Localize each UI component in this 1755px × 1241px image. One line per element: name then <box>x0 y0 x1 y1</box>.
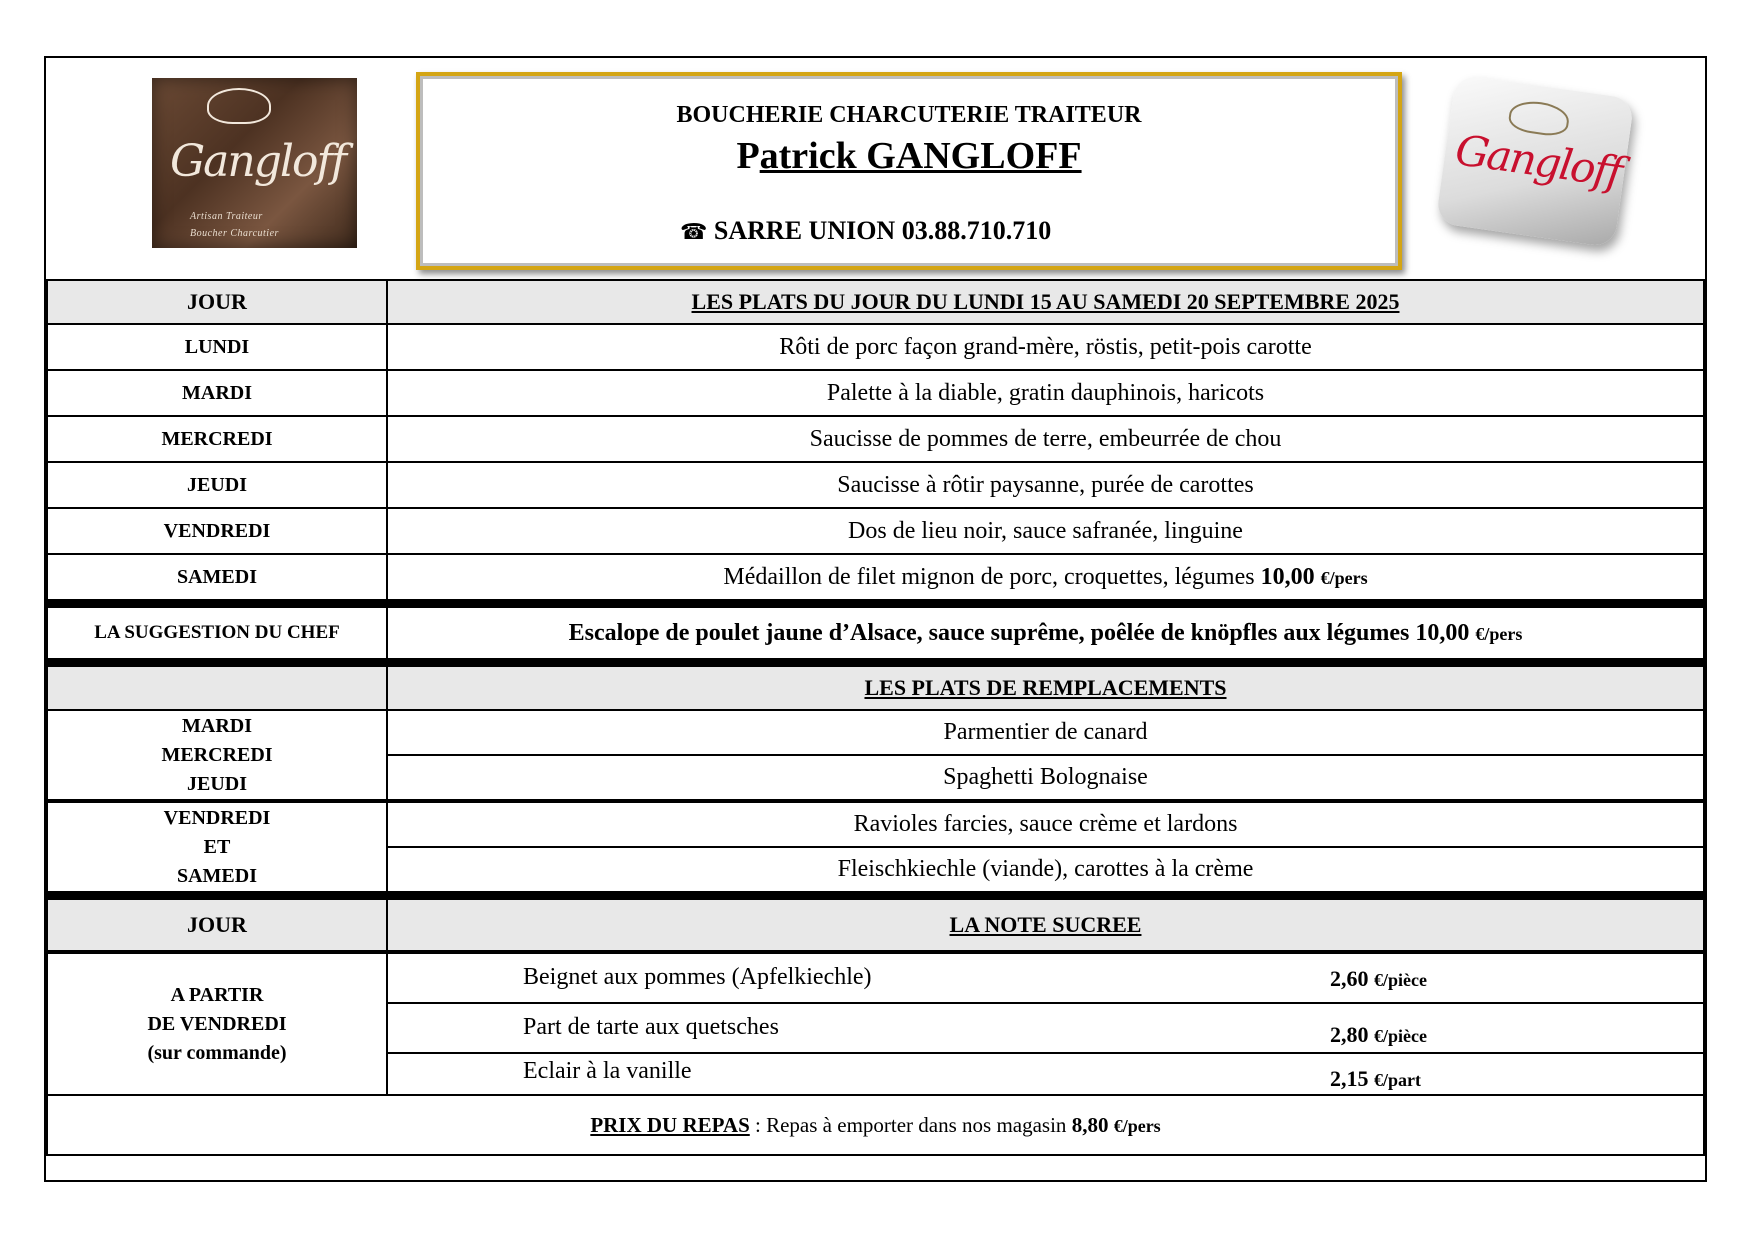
dish: Saucisse de pommes de terre, embeurrée de chou <box>387 416 1704 462</box>
suggestion-dish <box>387 604 1704 663</box>
owner-initial: P <box>736 135 760 177</box>
dish <box>387 554 1704 604</box>
logo-right-script: Gangloff <box>1452 125 1624 197</box>
business-type: BOUCHERIE CHARCUTERIE TRAITEUR <box>676 102 1142 128</box>
table-row <box>47 370 1704 416</box>
sweet-price <box>1330 1066 1421 1092</box>
list-item <box>388 954 1703 1004</box>
table-row <box>47 554 1704 604</box>
chef-hat-icon <box>207 88 271 124</box>
day-label: MERCREDI <box>161 743 273 766</box>
list-item <box>388 1004 1703 1054</box>
price-unit: €/part <box>1374 1070 1421 1090</box>
table-row <box>47 416 1704 462</box>
week-title-text: LES PLATS DU JOUR DU LUNDI 15 AU SAMEDI 20 SEPTEMBRE 2025 <box>691 289 1400 314</box>
week-title <box>387 280 1704 324</box>
title-box <box>416 72 1402 270</box>
replacement-dishes <box>387 710 1704 801</box>
sweet-items <box>387 952 1704 1095</box>
price-unit: €/pièce <box>1374 970 1427 990</box>
phone-icon: ☎ <box>680 220 708 245</box>
sweet-title <box>387 896 1704 953</box>
day-label: LUNDI <box>47 324 387 370</box>
logo-left-sub2: Boucher Charcutier <box>190 228 279 239</box>
sweet-group <box>47 952 1704 1095</box>
suggestion-text: Escalope de poulet jaune d’Alsace, sauce suprême, poêlée de knöpfles aux légumes 10,00 <box>568 619 1476 646</box>
dish: Palette à la diable, gratin dauphinois, haricots <box>387 370 1704 416</box>
day-label: SAMEDI <box>176 864 257 887</box>
suggestion-row <box>47 604 1704 663</box>
replacement-title <box>387 663 1704 711</box>
day-label: MARDI <box>47 370 387 416</box>
owner-rest: atrick GANGLOFF <box>759 135 1082 177</box>
day-label: MERCREDI <box>47 416 387 462</box>
logo-left-script: Gangloff <box>170 136 346 187</box>
price-unit: €/pers <box>1320 567 1368 588</box>
dish-text: Médaillon de filet mignon de porc, croquettes, légumes <box>723 563 1261 590</box>
contact-text: SARRE UNION 03.88.710.710 <box>713 216 1052 245</box>
price-value: 2,80 <box>1330 1022 1374 1047</box>
replacement-header-row <box>47 663 1704 711</box>
dish: Ravioles farcies, sauce crème et lardons <box>388 803 1703 848</box>
price-unit: €/pers <box>1475 623 1523 644</box>
logo-left-sub1: Artisan Traiteur <box>190 211 263 222</box>
footer-row <box>47 1095 1704 1155</box>
price-unit: €/pers <box>1113 1115 1161 1136</box>
header-row <box>47 280 1704 324</box>
table-row <box>47 462 1704 508</box>
sweet-header-row <box>47 896 1704 953</box>
sweet-price <box>1330 1022 1427 1048</box>
dish: Parmentier de canard <box>388 711 1703 756</box>
price-value: 2,15 <box>1330 1066 1374 1091</box>
contact-line <box>680 216 1051 246</box>
sweet-title-text: LA NOTE SUCREE <box>949 912 1142 937</box>
meal-price-label: PRIX DU REPAS <box>590 1112 750 1137</box>
when-line: A PARTIR <box>170 983 264 1006</box>
replacement-days <box>47 801 387 896</box>
list-item <box>388 1054 1703 1094</box>
when-line: DE VENDREDI <box>147 1012 287 1035</box>
dish: Rôti de porc façon grand-mère, röstis, petit-pois carotte <box>387 324 1704 370</box>
when-line: (sur commande) <box>147 1041 287 1064</box>
replacement-title-text: LES PLATS DE REMPLACEMENTS <box>864 675 1227 700</box>
sweet-when <box>47 952 387 1095</box>
day-label: MARDI <box>182 714 252 737</box>
empty-cell <box>47 663 387 711</box>
col-header-day: JOUR <box>47 280 387 324</box>
dish: Fleischkiechle (viande), carottes à la crème <box>837 856 1254 882</box>
chef-hat-icon <box>1507 98 1571 138</box>
dish: Spaghetti Bolognaise <box>943 764 1148 790</box>
table-row <box>47 508 1704 554</box>
day-label: VENDREDI <box>47 508 387 554</box>
day-label: JEUDI <box>47 462 387 508</box>
sweet-name: Beignet aux pommes (Apfelkiechle) <box>523 964 872 990</box>
sweet-name: Eclair à la vanille <box>523 1058 692 1084</box>
price-value: 2,60 <box>1330 966 1374 991</box>
price-unit: €/pièce <box>1374 1026 1427 1046</box>
col-header-day: JOUR <box>47 896 387 953</box>
replacement-days <box>47 710 387 801</box>
owner-name <box>420 134 1398 178</box>
dish-price: 10,00 <box>1260 563 1321 590</box>
replacement-group <box>47 710 1704 801</box>
replacement-dishes <box>387 801 1704 896</box>
meal-price <box>47 1095 1704 1155</box>
table-row <box>47 324 1704 370</box>
meal-price-text: : Repas à emporter dans nos magasin <box>749 1112 1072 1137</box>
day-label: VENDREDI <box>163 806 271 829</box>
day-label: JEUDI <box>186 772 247 795</box>
dish: Dos de lieu noir, sauce safranée, linguine <box>387 508 1704 554</box>
day-label: SAMEDI <box>47 554 387 604</box>
meal-price-value: 8,80 <box>1071 1112 1114 1137</box>
suggestion-label: LA SUGGESTION DU CHEF <box>47 604 387 663</box>
dish: Saucisse à rôtir paysanne, purée de carottes <box>387 462 1704 508</box>
menu-table <box>46 279 1705 1156</box>
sweet-name: Part de tarte aux quetsches <box>523 1014 779 1040</box>
logo-right <box>1435 74 1634 248</box>
sweet-price <box>1330 966 1427 992</box>
day-label: ET <box>203 835 231 858</box>
replacement-group <box>47 801 1704 896</box>
logo-left <box>152 78 357 248</box>
